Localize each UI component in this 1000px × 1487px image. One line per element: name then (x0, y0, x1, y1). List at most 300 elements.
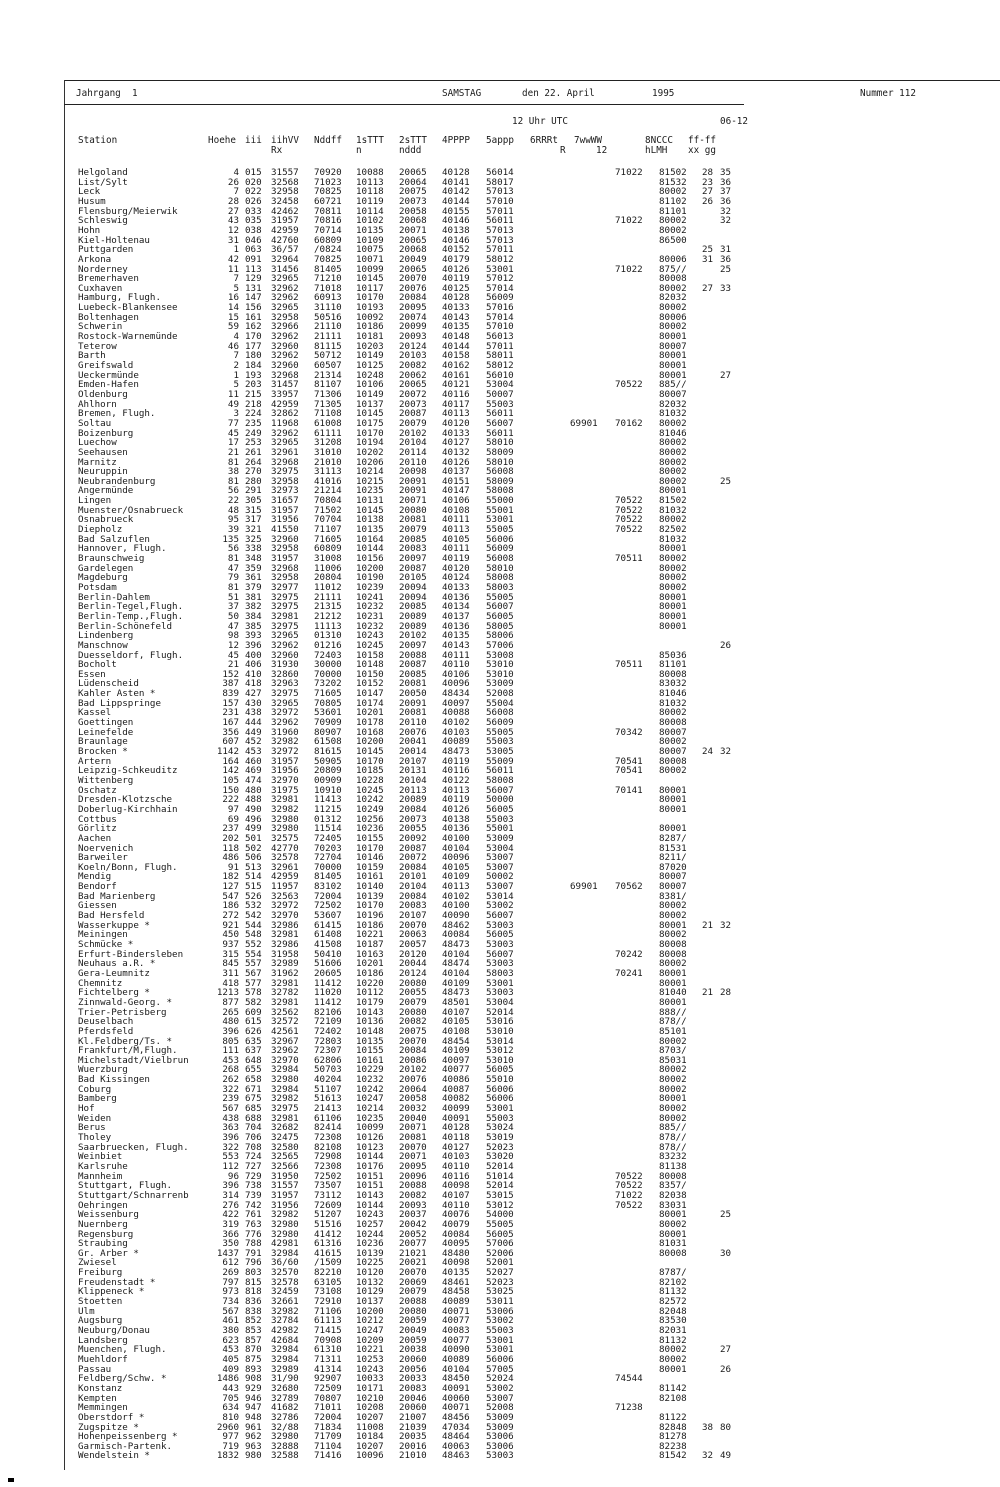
ihvv-value: 32578 (271, 1276, 299, 1288)
tendency-value: 57011 (486, 205, 514, 217)
tendency-value: 57011 (486, 340, 514, 352)
ihvv-value: 32962 (271, 350, 299, 362)
t1-value: 10175 (356, 417, 384, 429)
nddff-value: 61310 (314, 1344, 342, 1356)
ihvv-value: 32968 (271, 456, 299, 468)
tendency-value: 50002 (486, 871, 514, 883)
station-name: Leipzig-Schkeuditz (78, 765, 178, 777)
tendency-value: 52014 (486, 1160, 514, 1172)
cloud-value: 85031 (659, 1054, 687, 1066)
nddff-value: 73112 (314, 1189, 342, 1201)
t2-value: 20124 (399, 967, 427, 979)
tendency-value: 53007 (486, 861, 514, 873)
hoehe-value: 21 (227, 659, 239, 671)
nddff-value: 11020 (314, 987, 342, 999)
nddff-value: 71416 (314, 1450, 342, 1462)
station-name: Zinnwald-Georg. * (78, 996, 173, 1008)
tendency-value: 55000 (486, 495, 514, 507)
t2-value: 20085 (399, 601, 427, 613)
nddff-value: 72405 (314, 832, 342, 844)
pressure-value: 40096 (442, 852, 470, 864)
top-rule (64, 80, 1000, 81)
header-rule (64, 104, 744, 105)
col-ww: 7wwWW (574, 135, 602, 146)
ihvv-value: 42981 (271, 1238, 299, 1250)
pressure-value: 48456 (442, 1411, 470, 1423)
pressure-value: 40136 (442, 823, 470, 835)
hoehe-value: 1213 (216, 987, 239, 999)
col-ihvv: iihVV (271, 135, 299, 146)
ihvv-value: 32980 (271, 823, 299, 835)
col-rr-sub: R (560, 145, 566, 156)
hoehe-value: 453 (222, 1054, 239, 1066)
pressure-value: 40135 (442, 321, 470, 333)
tendency-value: 55005 (486, 591, 514, 603)
t2-value: 20086 (399, 1054, 427, 1066)
weather-value: 70141 (615, 784, 643, 796)
t2-value: 20091 (399, 485, 427, 497)
station-name: Nuernberg (78, 1218, 128, 1230)
pressure-value: 40137 (442, 610, 470, 622)
nddff-value: 41016 (314, 475, 342, 487)
t2-value: 20104 (399, 881, 427, 893)
t1-value: 10156 (356, 553, 384, 564)
pressure-value: 40109 (442, 1045, 470, 1057)
ihvv-value: 31557 (271, 1180, 299, 1192)
nddff-value: 60809 (314, 543, 342, 555)
nddff-value: 72502 (314, 1170, 342, 1182)
tendency-value: 53009 (486, 1421, 514, 1433)
t1-value: 10135 (356, 224, 384, 236)
t2-value: 20080 (399, 1006, 427, 1018)
cloud-value: 80008 (659, 273, 687, 285)
t1-value: 10245 (356, 639, 384, 651)
iii-value: 577 (245, 977, 262, 989)
ihvv-value: 32984 (271, 1083, 299, 1095)
ihvv-value: 32961 (271, 446, 299, 458)
tendency-value: 57010 (486, 195, 514, 207)
station-name: Klippeneck * (78, 1286, 145, 1298)
iii-value: 788 (245, 1238, 262, 1250)
ihvv-value: 32968 (271, 562, 299, 574)
tendency-value: 55003 (486, 1325, 514, 1336)
cloud-value: 80002 (659, 321, 687, 333)
cloud-value: 80002 (659, 475, 687, 487)
nddff-value: 41412 (314, 1228, 342, 1240)
ihvv-value: 32980 (271, 1074, 299, 1086)
pressure-value: 47034 (442, 1421, 470, 1433)
t2-value: 20097 (399, 553, 427, 564)
ihvv-value: 32981 (271, 977, 299, 989)
gust-max-value: 21 (702, 919, 714, 931)
pressure-value: 40136 (442, 620, 470, 632)
pressure-value: 40118 (442, 1132, 470, 1143)
t1-value: 10184 (356, 1431, 384, 1443)
iii-value: 325 (245, 533, 262, 545)
pressure-value: 40108 (442, 504, 470, 516)
cloud-value: 80008 (659, 755, 687, 767)
t1-value: 10033 (356, 1373, 384, 1385)
nddff-value: 71011 (314, 1402, 342, 1414)
pressure-value: 48462 (442, 919, 470, 931)
hoehe-value: 48 (227, 504, 239, 516)
iii-value: 857 (245, 1334, 262, 1346)
t1-value: 10149 (356, 388, 384, 400)
pressure-value: 40071 (442, 1402, 470, 1414)
t1-value: 10151 (356, 1180, 384, 1192)
nddff-value: 50905 (314, 755, 342, 767)
iii-value: 582 (245, 996, 262, 1008)
hoehe-value: 265 (222, 1006, 239, 1018)
nddff-value: 72403 (314, 649, 342, 661)
nddff-value: 51606 (314, 958, 342, 970)
hoehe-value: 1142 (216, 746, 239, 757)
hoehe-value: 7 (233, 350, 239, 362)
tendency-value: 53024 (486, 1122, 514, 1134)
tendency-value: 52023 (486, 1276, 514, 1288)
hoehe-value: 1486 (216, 1373, 239, 1385)
cloud-value: 82238 (659, 1440, 687, 1452)
station-name: Neuburg/Donau (78, 1325, 150, 1336)
cloud-value: 85101 (659, 1025, 687, 1037)
station-name: Teterow (78, 340, 117, 352)
station-name: Noervenich (78, 842, 134, 854)
ihvv-value: 32575 (271, 832, 299, 844)
station-name: Fichtelberg * (78, 987, 150, 999)
cloud-value: 80002 (659, 1074, 687, 1086)
station-name: Stuttgart, Flugh. (78, 1180, 173, 1192)
cloud-value: 80002 (659, 466, 687, 478)
cloud-value: 82848 (659, 1421, 687, 1433)
tendency-value: 56011 (486, 215, 514, 227)
nddff-value: 60809 (314, 234, 342, 246)
cloud-value: 80001 (659, 1363, 687, 1375)
tendency-value: 58006 (486, 630, 514, 642)
t2-value: 20073 (399, 398, 427, 410)
tendency-value: 56007 (486, 910, 514, 922)
pressure-value: 40146 (442, 215, 470, 227)
t1-value: 10232 (356, 620, 384, 632)
ihvv-value: 32975 (271, 601, 299, 613)
t1-value: 10194 (356, 437, 384, 449)
cloud-value: 80002 (659, 1353, 687, 1365)
pressure-value: 40104 (442, 842, 470, 854)
tendency-value: 58012 (486, 253, 514, 265)
tendency-value: 53009 (486, 1411, 514, 1423)
pressure-value: 40063 (442, 1440, 470, 1452)
t2-value: 20081 (399, 1132, 427, 1143)
station-name: Konstanz (78, 1382, 123, 1394)
cloud-value: 81102 (659, 195, 687, 207)
t2-value: 20097 (399, 639, 427, 651)
tendency-value: 58012 (486, 360, 514, 371)
nddff-value: 11412 (314, 977, 342, 989)
iii-value: 763 (245, 1218, 262, 1230)
nddff-value: 70203 (314, 842, 342, 854)
pressure-value: 40137 (442, 466, 470, 478)
iii-value: 291 (245, 485, 262, 497)
ihvv-value: 31957 (271, 1189, 299, 1201)
tendency-value: 53006 (486, 1440, 514, 1452)
t2-value: 20075 (399, 186, 427, 198)
nddff-value: 21111 (314, 331, 342, 343)
nddff-value: 81615 (314, 746, 342, 757)
t1-value: 10214 (356, 466, 384, 478)
weather-value: 70541 (615, 755, 643, 767)
t1-value: 10210 (356, 1392, 384, 1404)
t2-value: 20087 (399, 842, 427, 854)
hoehe-value: 186 (222, 900, 239, 912)
col-hoehe: Hoehe (208, 135, 236, 146)
iii-value: 162 (245, 321, 262, 333)
gust-value: 33 (720, 282, 732, 294)
station-name: Bad Kissingen (78, 1074, 150, 1086)
cloud-value: 80002 (659, 302, 687, 314)
cloud-value: 81138 (659, 1160, 687, 1172)
station-name: Weinbiet (78, 1151, 123, 1163)
pressure-value: 40133 (442, 427, 470, 439)
pressure-value: 40119 (442, 755, 470, 767)
station-name: Pferdsfeld (78, 1025, 134, 1037)
cloud-value: 81531 (659, 842, 687, 854)
tendency-value: 55003 (486, 813, 514, 825)
issue-number: Nummer 112 (860, 88, 916, 99)
weather-value: 71022 (615, 1189, 643, 1201)
station-name: Schleswig (78, 215, 128, 227)
nddff-value: 20804 (314, 572, 342, 584)
tendency-value: 52014 (486, 1006, 514, 1018)
station-name: Oberstdorf * (78, 1411, 145, 1423)
ihvv-value: 32972 (271, 746, 299, 757)
iii-value: 091 (245, 253, 262, 265)
gust-value: 26 (720, 1363, 732, 1375)
t2-value: 20104 (399, 774, 427, 786)
cloud-value: 80002 (659, 1035, 687, 1047)
station-name: Husum (78, 195, 106, 207)
nddff-value: 71107 (314, 524, 342, 536)
cloud-value: 8703/ (659, 1045, 687, 1057)
tendency-value: 52023 (486, 1141, 514, 1153)
t1-value: 10119 (356, 195, 384, 207)
cloud-value: 80002 (659, 929, 687, 941)
cloud-value: 81132 (659, 1334, 687, 1346)
t1-value: 10102 (356, 215, 384, 227)
ihvv-value: 32862 (271, 408, 299, 420)
pressure-value: 48473 (442, 987, 470, 999)
pressure-value: 40086 (442, 1074, 470, 1086)
hoehe-value: 977 (222, 1431, 239, 1443)
iii-value: 776 (245, 1228, 262, 1240)
t2-value: 20085 (399, 533, 427, 545)
pressure-value: 40076 (442, 1209, 470, 1221)
tendency-value: 53025 (486, 1286, 514, 1298)
hoehe-value: 127 (222, 881, 239, 893)
ihvv-value: 41682 (271, 1402, 299, 1414)
nddff-value: 70909 (314, 717, 342, 729)
t2-value: 20096 (399, 1170, 427, 1182)
iii-value: 156 (245, 302, 262, 314)
pressure-value: 40079 (442, 1218, 470, 1230)
pressure-value: 40107 (442, 1006, 470, 1018)
station-name: Dresden-Klotzsche (78, 794, 173, 806)
iii-value: 384 (245, 610, 262, 622)
tendency-value: 50007 (486, 388, 514, 400)
hoehe-value: 810 (222, 1411, 239, 1423)
station-name: Trier-Petrisberg (78, 1006, 167, 1018)
tendency-value: 58010 (486, 562, 514, 574)
t2-value: 20079 (399, 996, 427, 1008)
t2-value: 21039 (399, 1421, 427, 1433)
pressure-value: 40135 (442, 1267, 470, 1279)
nddff-value: 81405 (314, 871, 342, 883)
ihvv-value: 42462 (271, 205, 299, 217)
tendency-value: 53007 (486, 1392, 514, 1404)
tendency-value: 53001 (486, 1103, 514, 1115)
tendency-value: 53012 (486, 1199, 514, 1211)
weather-value: 71022 (615, 167, 643, 178)
iii-value: 315 (245, 504, 262, 516)
tendency-value: 53014 (486, 1035, 514, 1047)
station-name: Freudenstadt * (78, 1276, 156, 1288)
station-name: Artern (78, 755, 112, 767)
nddff-value: 01216 (314, 639, 342, 651)
pressure-value: 40155 (442, 205, 470, 217)
tendency-value: 56009 (486, 543, 514, 555)
gust-value: 80 (720, 1421, 732, 1433)
t1-value: 10123 (356, 1141, 384, 1153)
t2-value: 20035 (399, 1431, 427, 1443)
station-name: Ueckermünde (78, 369, 139, 381)
pressure-value: 40089 (442, 1353, 470, 1365)
cloud-value: 885// (659, 1122, 687, 1134)
t2-value: 20041 (399, 736, 427, 748)
station-name: Gera-Leumnitz (78, 967, 150, 979)
station-name: Weissenburg (78, 1209, 139, 1221)
station-name: List/Sylt (78, 176, 128, 188)
tendency-value: 52024 (486, 1373, 514, 1385)
iii-value: 532 (245, 900, 262, 912)
nddff-value: 71210 (314, 273, 342, 285)
iii-value: 113 (245, 263, 262, 275)
hoehe-value: 443 (222, 1382, 239, 1394)
station-name: Lingen (78, 495, 112, 507)
cloud-value: 80002 (659, 1112, 687, 1124)
nddff-value: 72402 (314, 1025, 342, 1037)
t2-value: 20092 (399, 832, 427, 844)
hoehe-value: 719 (222, 1440, 239, 1452)
tendency-value: 56009 (486, 292, 514, 304)
cloud-value: 885// (659, 379, 687, 391)
pressure-value: 40098 (442, 1257, 470, 1269)
gust-value: 36 (720, 176, 732, 188)
weather-value: 71238 (615, 1402, 643, 1414)
t2-value: 20049 (399, 253, 427, 265)
hoehe-value: 51 (227, 591, 239, 603)
station-name: Luechow (78, 437, 117, 449)
tendency-value: 53002 (486, 1315, 514, 1327)
col-ff-sub: xx gg (688, 145, 716, 156)
nddff-value: 72803 (314, 1035, 342, 1047)
t1-value: 10161 (356, 1054, 384, 1066)
nddff-value: 01310 (314, 630, 342, 642)
cloud-value: 80002 (659, 900, 687, 912)
ihvv-value: 31956 (271, 765, 299, 777)
station-name: Mannheim (78, 1170, 123, 1182)
cloud-value: 81502 (659, 495, 687, 507)
nddff-value: 61111 (314, 427, 342, 439)
station-name: Neubrandenburg (78, 475, 156, 487)
pressure-value: 40100 (442, 900, 470, 912)
t1-value: 10214 (356, 1103, 384, 1115)
ihvv-value: 31957 (271, 755, 299, 767)
nddff-value: 92907 (314, 1373, 342, 1385)
hoehe-value: 409 (222, 1363, 239, 1375)
t2-value: 20087 (399, 659, 427, 671)
cloud-value: 80002 (659, 958, 687, 970)
cloud-value: 80001 (659, 967, 687, 979)
t2-value: 20079 (399, 417, 427, 429)
pressure-value: 40084 (442, 1228, 470, 1240)
nddff-value: 41508 (314, 939, 342, 950)
station-name: Regensburg (78, 1228, 134, 1240)
station-name: Magdeburg (78, 572, 128, 584)
pressure-value: 40128 (442, 1122, 470, 1134)
nddff-value: 61106 (314, 1112, 342, 1124)
scan-artifact-mark (8, 1478, 14, 1482)
t2-value: 20113 (399, 784, 427, 796)
station-name: Aachen (78, 832, 112, 844)
iii-value: 161 (245, 311, 262, 323)
hoehe-value: 46 (227, 340, 239, 352)
iii-value: 658 (245, 1074, 262, 1086)
ihvv-value: 32459 (271, 1286, 299, 1298)
ihvv-value: 32962 (271, 331, 299, 343)
cloud-value: 80007 (659, 871, 687, 883)
iii-value: 180 (245, 350, 262, 362)
tendency-value: 56007 (486, 784, 514, 796)
ihvv-value: 32962 (271, 292, 299, 304)
ihvv-value: 32960 (271, 649, 299, 661)
station-name: Deuselbach (78, 1016, 134, 1028)
iii-value: 131 (245, 282, 262, 294)
ihvv-value: 31957 (271, 215, 299, 227)
station-name: Bendorf (78, 881, 117, 893)
cloud-value: 81032 (659, 408, 687, 420)
pressure-value: 40084 (442, 929, 470, 941)
pressure-value: 40122 (442, 774, 470, 786)
iii-value: 427 (245, 688, 262, 700)
ihvv-value: 32958 (271, 186, 299, 198)
pressure-value: 40144 (442, 340, 470, 352)
tendency-value: 56008 (486, 466, 514, 478)
ihvv-value: 31957 (271, 553, 299, 564)
cloud-value: 80007 (659, 726, 687, 738)
iii-value: 499 (245, 823, 262, 835)
t1-value: 10200 (356, 1305, 384, 1317)
ihvv-value: 32570 (271, 1267, 299, 1279)
nddff-value: 72910 (314, 1296, 342, 1308)
weather-value: 70522 (615, 504, 643, 516)
iii-value: 460 (245, 755, 262, 767)
nddff-value: 71104 (314, 1440, 342, 1452)
iii-value: 648 (245, 1054, 262, 1066)
hoehe-value: 5 (233, 379, 239, 391)
pressure-value: 40097 (442, 1054, 470, 1066)
t1-value: 10155 (356, 832, 384, 844)
t2-value: 20044 (399, 958, 427, 970)
nddff-value: 31010 (314, 446, 342, 458)
tendency-value: 53004 (486, 842, 514, 854)
